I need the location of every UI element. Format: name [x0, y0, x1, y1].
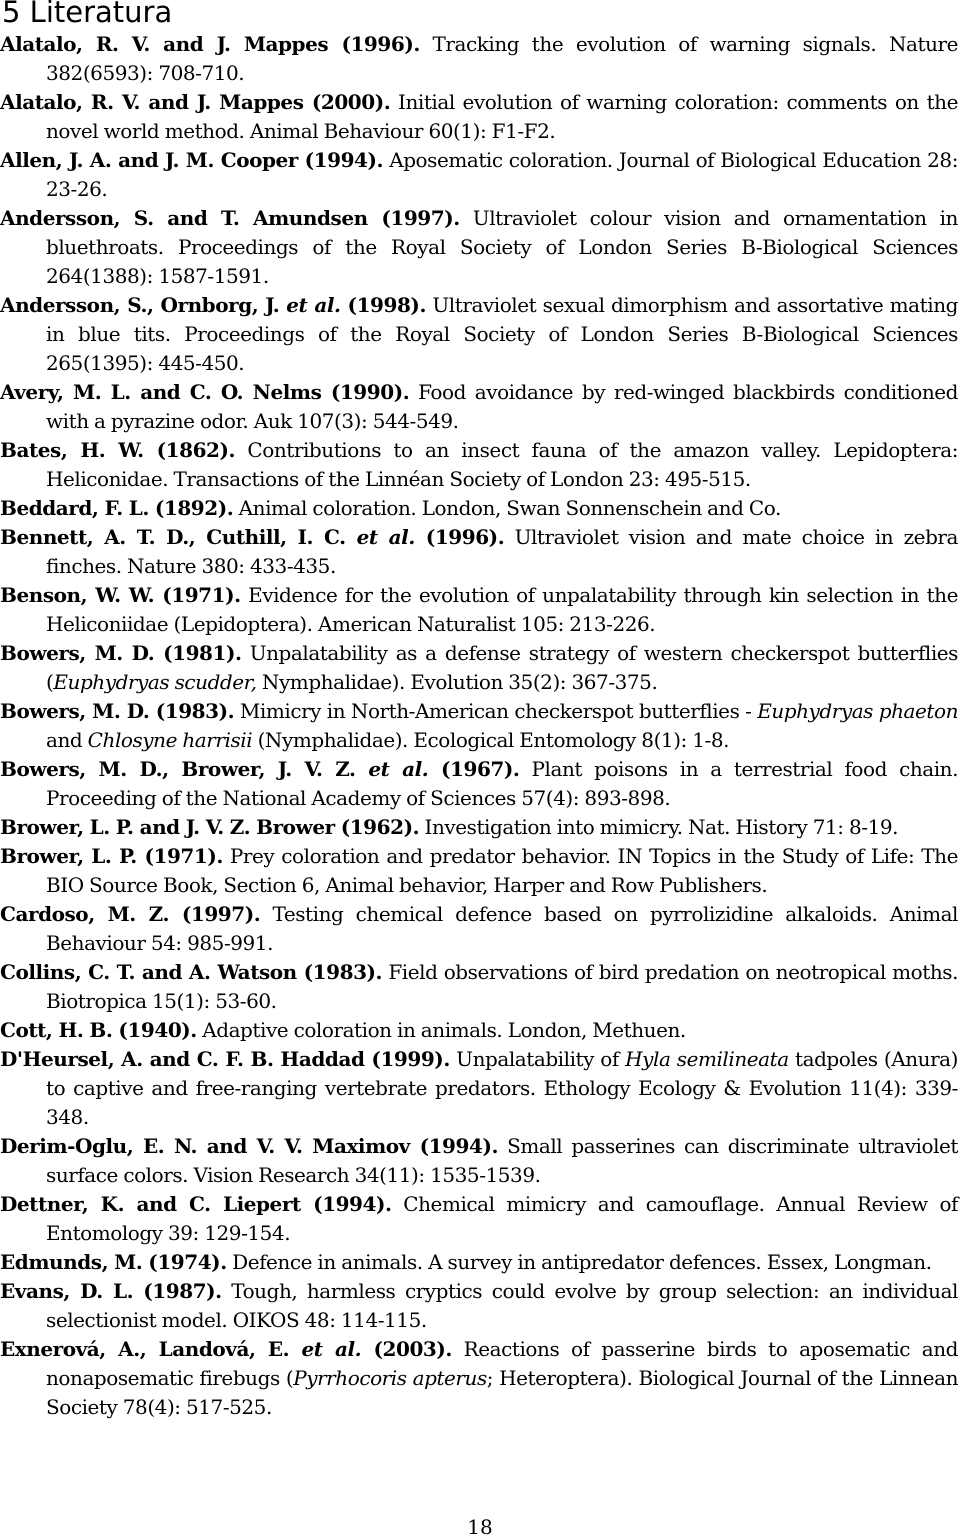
- reference-et-al: et al.: [301, 1337, 362, 1361]
- reference-text: Plant poisons in a terrestrial food chain. Proceeding of the National Academy of Sciences 57(4): 893-898.: [46, 757, 959, 810]
- reference-text: (Nymphalidae). Ecological Entomology 8(1): 1-8.: [252, 728, 730, 752]
- reference-text: Small passerines can discriminate ultraviolet surface colors. Vision Research 34(11): 1535-1539.: [46, 1134, 959, 1187]
- reference-entry: [0, 204, 958, 291]
- reference-authors: Derim-Oglu, E. N. and V. V. Maximov (1994).: [0, 1134, 498, 1158]
- reference-entry: [0, 1335, 958, 1422]
- reference-entry: [0, 523, 958, 581]
- reference-entry: [0, 900, 958, 958]
- reference-authors: Exnerová, A., Landová, E.: [0, 1337, 302, 1361]
- reference-authors: Cardoso, M. Z. (1997).: [0, 902, 261, 926]
- reference-italic-term: Euphydryas scudder,: [53, 670, 257, 694]
- reference-entry: [0, 813, 958, 842]
- reference-entry: [0, 639, 958, 697]
- reference-entry: [0, 494, 958, 523]
- reference-entry: [0, 291, 958, 378]
- reference-authors: (1996).: [414, 525, 505, 549]
- reference-text: Contributions to an insect fauna of the amazon valley. Lepidoptera: Heliconidae. Transactions of the Linnéan Society of London 23: 495-515.: [46, 438, 958, 491]
- reference-text: and: [46, 728, 88, 752]
- reference-authors: Cott, H. B. (1940).: [0, 1018, 197, 1042]
- reference-entry: [0, 1190, 958, 1248]
- reference-text: Chemical mimicry and camouflage. Annual Review of Entomology 39: 129-154.: [46, 1192, 958, 1245]
- reference-entry: [0, 1248, 958, 1277]
- reference-italic-term: Hyla semilineata: [625, 1047, 789, 1071]
- reference-et-al: et al.: [356, 525, 415, 549]
- reference-authors: (2003).: [361, 1337, 452, 1361]
- reference-text: Animal coloration. London, Swan Sonnenschein and Co.: [233, 496, 781, 520]
- reference-entry: [0, 1277, 958, 1335]
- reference-authors: Brower, L. P. and J. V. Z. Brower (1962).: [0, 815, 420, 839]
- reference-authors: Bowers, M. D. (1981).: [0, 641, 242, 665]
- reference-authors: Bowers, M. D., Brower, J. V. Z.: [0, 757, 369, 781]
- reference-authors: Benson, W. W. (1971).: [0, 583, 241, 607]
- reference-text: Tough, harmless cryptics could evolve by group selection: an individual selectionist model. OIKOS 48: 114-115.: [46, 1279, 958, 1332]
- reference-et-al: et al.: [286, 293, 341, 317]
- reference-authors: Bennett, A. T. D., Cuthill, I. C.: [0, 525, 357, 549]
- reference-text: Testing chemical defence based on pyrrolizidine alkaloids. Animal Behaviour 54: 985-991.: [46, 902, 959, 955]
- reference-authors: Bowers, M. D. (1983).: [0, 699, 235, 723]
- reference-entry: [0, 581, 958, 639]
- reference-entry: [0, 146, 958, 204]
- reference-authors: Dettner, K. and C. Liepert (1994).: [0, 1192, 392, 1216]
- reference-entry: [0, 88, 958, 146]
- reference-text: Aposematic coloration. Journal of Biological Education 28: 23-26.: [46, 148, 958, 201]
- reference-entry: [0, 1132, 958, 1190]
- reference-italic-term: Pyrrhocoris apterus: [293, 1366, 487, 1390]
- reference-entry: [0, 378, 958, 436]
- reference-authors: Bates, H. W. (1862).: [0, 438, 236, 462]
- reference-entry: [0, 755, 958, 813]
- reference-authors: Allen, J. A. and J. M. Cooper (1994).: [0, 148, 384, 172]
- reference-text: Tracking the evolution of warning signals. Nature 382(6593): 708-710.: [46, 32, 958, 85]
- reference-entry: [0, 697, 958, 755]
- reference-authors: Avery, M. L. and C. O. Nelms (1990).: [0, 380, 410, 404]
- reference-authors: Beddard, F. L. (1892).: [0, 496, 234, 520]
- reference-entry: [0, 1016, 958, 1045]
- page-number: 18: [467, 1515, 493, 1539]
- reference-entry: [0, 842, 958, 900]
- reference-text: Food avoidance by red-winged blackbirds conditioned with a pyrazine odor. Auk 107(3): 544-549.: [46, 380, 959, 433]
- reference-authors: D'Heursel, A. and C. F. B. Haddad (1999).: [0, 1047, 450, 1071]
- reference-authors: Alatalo, R. V. and J. Mappes (2000).: [0, 90, 391, 114]
- reference-authors: Evans, D. L. (1987).: [0, 1279, 222, 1303]
- reference-authors: Andersson, S. and T. Amundsen (1997).: [0, 206, 460, 230]
- reference-entry: [0, 1045, 958, 1132]
- reference-list: [0, 30, 958, 1422]
- reference-text: Reactions of passerine birds to aposematic and nonaposematic firebugs (: [46, 1337, 958, 1390]
- reference-italic-term: Euphydryas phaeton: [757, 699, 958, 723]
- reference-authors: Edmunds, M. (1974).: [0, 1250, 227, 1274]
- reference-text: Ultraviolet sexual dimorphism and assortative mating in blue tits. Proceedings of the Royal Society of London Series B-Biological Sciences 265(1395): 445-450.: [46, 293, 958, 375]
- reference-text: Mimicry in North-American checkerspot butterflies -: [234, 699, 758, 723]
- reference-authors: (1998).: [340, 293, 426, 317]
- reference-text: Prey coloration and predator behavior. IN Topics in the Study of Life: The BIO Source Book, Section 6, Animal behavior, Harper and Row Publishers.: [46, 844, 958, 897]
- section-heading: 5 Literatura: [2, 0, 173, 29]
- reference-text: Defence in animals. A survey in antipredator defences. Essex, Longman.: [226, 1250, 932, 1274]
- reference-text: ; Heteroptera). Biological Journal of the Linnean Society 78(4): 517-525.: [46, 1366, 959, 1419]
- reference-text: Field observations of bird predation on neotropical moths. Biotropica 15(1): 53-60.: [46, 960, 958, 1013]
- reference-authors: (1967).: [428, 757, 520, 781]
- reference-text: Nymphalidae). Evolution 35(2): 367-375.: [256, 670, 658, 694]
- reference-text: Ultraviolet vision and mate choice in zebra finches. Nature 380: 433-435.: [46, 525, 959, 578]
- reference-et-al: et al.: [368, 757, 429, 781]
- reference-authors: Andersson, S., Ornborg, J.: [0, 293, 287, 317]
- reference-text: Unpalatability of: [449, 1047, 626, 1071]
- reference-text: Adaptive coloration in animals. London, Methuen.: [196, 1018, 686, 1042]
- reference-text: Initial evolution of warning coloration: comments on the novel world method. Animal Behaviour 60(1): F1-F2.: [46, 90, 958, 143]
- reference-text: Unpalatability as a defense strategy of western checkerspot butterflies (: [46, 641, 958, 694]
- reference-text: Ultraviolet colour vision and ornamentation in bluethroats. Proceedings of the Royal Society of London Series B-Biological Sciences 264(1388): 1587-1591.: [46, 206, 958, 288]
- reference-italic-term: Chlosyne harrisii: [87, 728, 253, 752]
- reference-entry: [0, 30, 958, 88]
- reference-authors: Brower, L. P. (1971).: [0, 844, 223, 868]
- reference-text: Evidence for the evolution of unpalatability through kin selection in the Heliconiidae (Lepidoptera). American Naturalist 105: 213-226.: [46, 583, 958, 636]
- reference-authors: Alatalo, R. V. and J. Mappes (1996).: [0, 32, 420, 56]
- reference-entry: [0, 436, 958, 494]
- reference-text: Investigation into mimicry. Nat. History 71: 8-19.: [419, 815, 899, 839]
- reference-authors: Collins, C. T. and A. Watson (1983).: [0, 960, 383, 984]
- reference-text: tadpoles (Anura) to captive and free-ranging vertebrate predators. Ethology Ecology & Evolution 11(4): 339-348.: [46, 1047, 959, 1129]
- reference-entry: [0, 958, 958, 1016]
